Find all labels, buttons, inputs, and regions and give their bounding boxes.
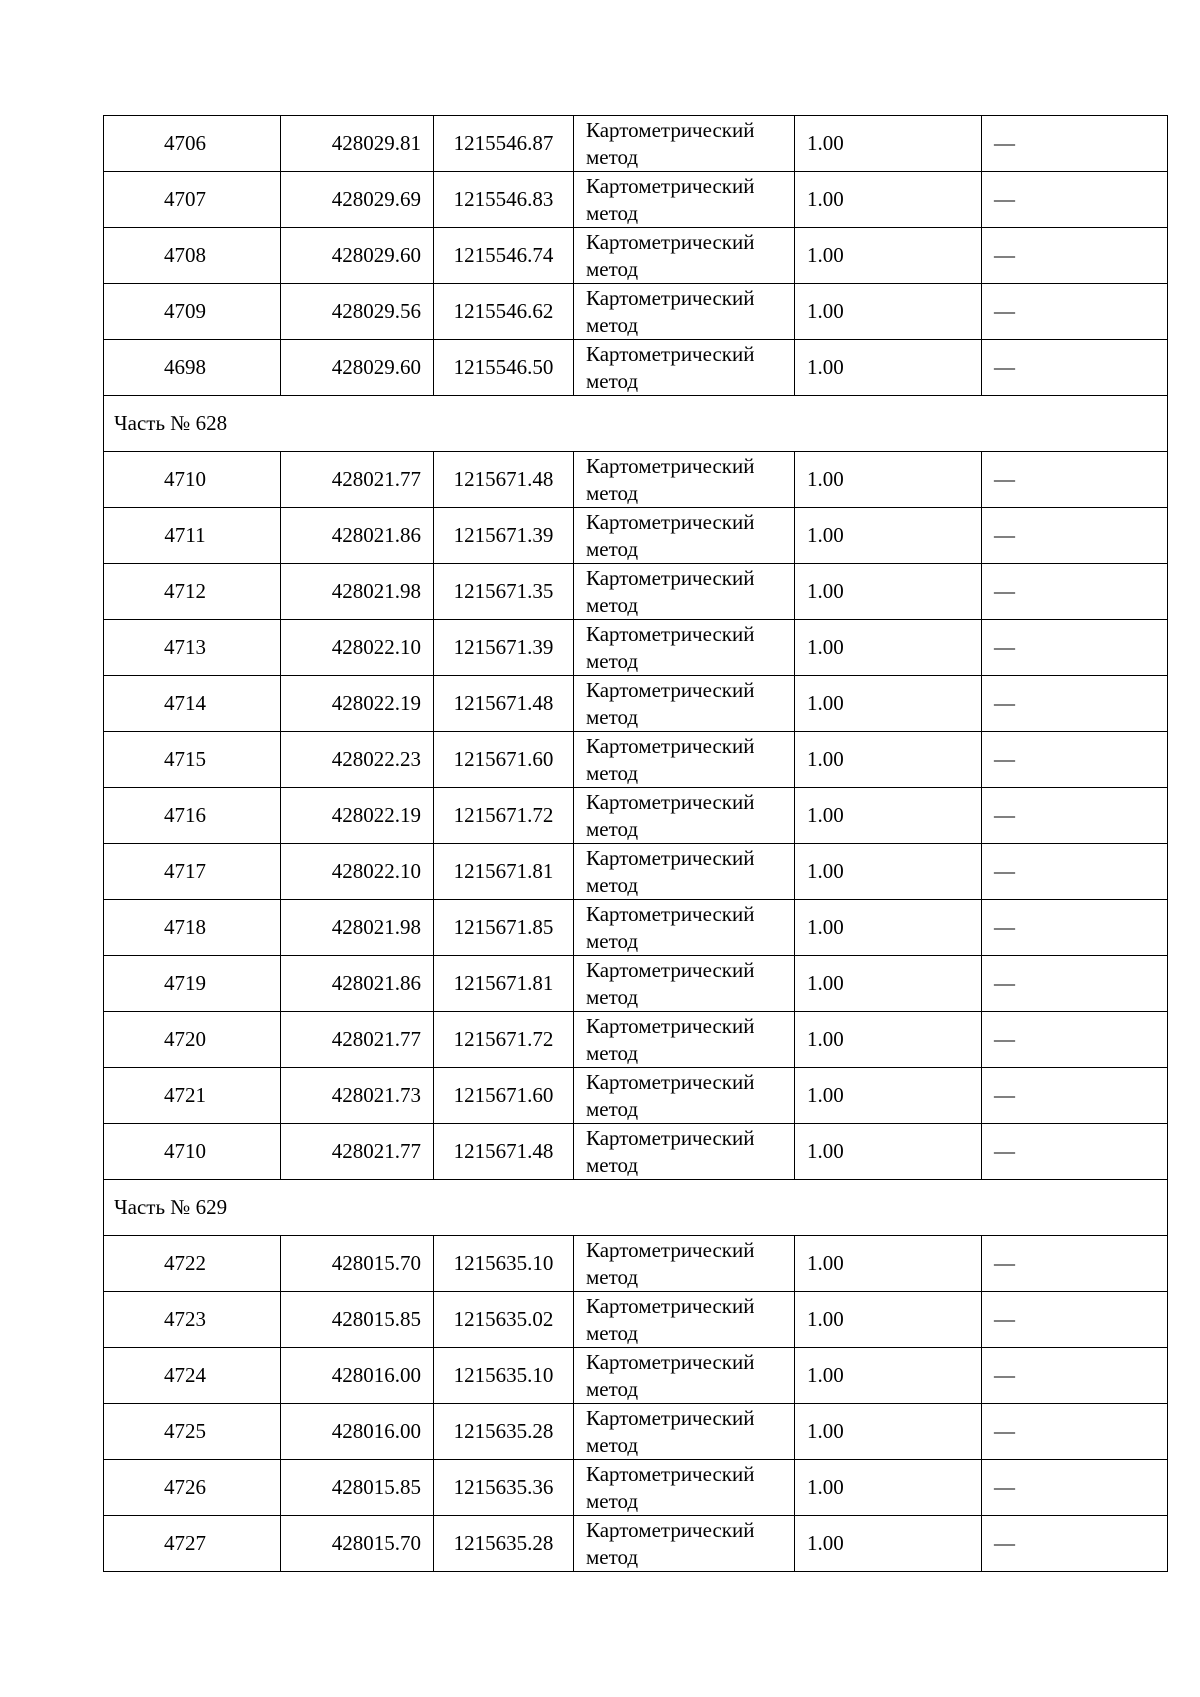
x-coordinate-cell: 428021.98 (281, 900, 434, 956)
note-cell: — (982, 1068, 1168, 1124)
x-coordinate-cell: 428021.86 (281, 956, 434, 1012)
point-number-cell: 4710 (104, 452, 281, 508)
y-coordinate-cell: 1215546.87 (434, 116, 574, 172)
y-coordinate-cell: 1215635.28 (434, 1516, 574, 1572)
y-coordinate-cell: 1215671.39 (434, 620, 574, 676)
table-row (104, 620, 1168, 676)
note-cell: — (982, 956, 1168, 1012)
point-number-cell: 4712 (104, 564, 281, 620)
table-row (104, 1068, 1168, 1124)
note-cell: — (982, 1236, 1168, 1292)
note-cell: — (982, 564, 1168, 620)
point-number-cell: 4725 (104, 1404, 281, 1460)
method-line-1: Картометрический (586, 1013, 755, 1038)
y-coordinate-cell: 1215671.81 (434, 844, 574, 900)
y-coordinate-cell: 1215671.60 (434, 1068, 574, 1124)
table-row (104, 956, 1168, 1012)
note-cell: — (982, 172, 1168, 228)
y-coordinate-cell: 1215671.35 (434, 564, 574, 620)
note-cell: — (982, 116, 1168, 172)
method-line-2: метод (586, 312, 639, 337)
x-coordinate-cell: 428016.00 (281, 1404, 434, 1460)
method-line-2: метод (586, 1432, 639, 1457)
x-coordinate-cell: 428029.60 (281, 228, 434, 284)
point-number-cell: 4722 (104, 1236, 281, 1292)
note-cell: — (982, 1292, 1168, 1348)
note-cell: — (982, 452, 1168, 508)
method-line-1: Картометрический (586, 733, 755, 758)
table-row (104, 172, 1168, 228)
x-coordinate-cell: 428015.85 (281, 1292, 434, 1348)
note-cell: — (982, 228, 1168, 284)
coordinates-table (103, 115, 1168, 1572)
method-cell (574, 452, 795, 508)
method-line-1: Картометрический (586, 565, 755, 590)
method-cell (574, 1348, 795, 1404)
method-cell (574, 1460, 795, 1516)
x-coordinate-cell: 428029.81 (281, 116, 434, 172)
method-line-2: метод (586, 704, 639, 729)
y-coordinate-cell: 1215671.72 (434, 1012, 574, 1068)
note-cell: — (982, 620, 1168, 676)
accuracy-cell: 1.00 (795, 620, 982, 676)
note-cell: — (982, 732, 1168, 788)
method-cell (574, 900, 795, 956)
table-row (104, 564, 1168, 620)
method-line-1: Картометрический (586, 117, 755, 142)
method-cell (574, 1516, 795, 1572)
point-number-cell: 4724 (104, 1348, 281, 1404)
x-coordinate-cell: 428029.60 (281, 340, 434, 396)
method-cell (574, 956, 795, 1012)
method-line-1: Картометрический (586, 1069, 755, 1094)
y-coordinate-cell: 1215546.83 (434, 172, 574, 228)
method-line-1: Картометрический (586, 901, 755, 926)
method-line-1: Картометрический (586, 845, 755, 870)
table-row (104, 1292, 1168, 1348)
method-line-2: метод (586, 1096, 639, 1121)
accuracy-cell: 1.00 (795, 564, 982, 620)
accuracy-cell: 1.00 (795, 116, 982, 172)
note-cell: — (982, 676, 1168, 732)
accuracy-cell: 1.00 (795, 1292, 982, 1348)
y-coordinate-cell: 1215671.60 (434, 732, 574, 788)
section-title: Часть № 628 (104, 396, 1168, 452)
method-cell (574, 172, 795, 228)
y-coordinate-cell: 1215671.48 (434, 1124, 574, 1180)
point-number-cell: 4706 (104, 116, 281, 172)
note-cell: — (982, 900, 1168, 956)
table-row (104, 340, 1168, 396)
table-row (104, 732, 1168, 788)
point-number-cell: 4726 (104, 1460, 281, 1516)
method-line-1: Картометрический (586, 509, 755, 534)
method-cell (574, 1404, 795, 1460)
point-number-cell: 4707 (104, 172, 281, 228)
method-line-1: Картометрический (586, 1125, 755, 1150)
method-cell (574, 676, 795, 732)
method-line-2: метод (586, 480, 639, 505)
method-cell (574, 620, 795, 676)
x-coordinate-cell: 428021.86 (281, 508, 434, 564)
y-coordinate-cell: 1215546.74 (434, 228, 574, 284)
method-cell (574, 732, 795, 788)
x-coordinate-cell: 428029.69 (281, 172, 434, 228)
method-line-2: метод (586, 1320, 639, 1345)
table-row (104, 676, 1168, 732)
method-line-1: Картометрический (586, 1517, 755, 1542)
method-line-2: метод (586, 928, 639, 953)
x-coordinate-cell: 428015.85 (281, 1460, 434, 1516)
y-coordinate-cell: 1215635.02 (434, 1292, 574, 1348)
point-number-cell: 4723 (104, 1292, 281, 1348)
y-coordinate-cell: 1215671.85 (434, 900, 574, 956)
method-line-2: метод (586, 1040, 639, 1065)
method-line-1: Картометрический (586, 677, 755, 702)
method-line-1: Картометрический (586, 1405, 755, 1430)
method-line-2: метод (586, 144, 639, 169)
note-cell: — (982, 844, 1168, 900)
method-line-1: Картометрический (586, 957, 755, 982)
table-row (104, 900, 1168, 956)
table-row (104, 116, 1168, 172)
point-number-cell: 4716 (104, 788, 281, 844)
table-row (104, 228, 1168, 284)
method-line-2: метод (586, 368, 639, 393)
x-coordinate-cell: 428021.77 (281, 1012, 434, 1068)
method-line-1: Картометрический (586, 1461, 755, 1486)
accuracy-cell: 1.00 (795, 452, 982, 508)
method-cell (574, 508, 795, 564)
point-number-cell: 4721 (104, 1068, 281, 1124)
method-line-1: Картометрический (586, 1293, 755, 1318)
accuracy-cell: 1.00 (795, 676, 982, 732)
note-cell: — (982, 1516, 1168, 1572)
point-number-cell: 4717 (104, 844, 281, 900)
method-line-1: Картометрический (586, 229, 755, 254)
accuracy-cell: 1.00 (795, 956, 982, 1012)
method-cell (574, 788, 795, 844)
y-coordinate-cell: 1215671.72 (434, 788, 574, 844)
y-coordinate-cell: 1215635.36 (434, 1460, 574, 1516)
table-row (104, 1124, 1168, 1180)
note-cell: — (982, 1404, 1168, 1460)
method-line-2: метод (586, 1264, 639, 1289)
x-coordinate-cell: 428022.23 (281, 732, 434, 788)
method-cell (574, 1012, 795, 1068)
note-cell: — (982, 1124, 1168, 1180)
table-row (104, 1236, 1168, 1292)
x-coordinate-cell: 428022.19 (281, 676, 434, 732)
x-coordinate-cell: 428015.70 (281, 1236, 434, 1292)
table-row (104, 1460, 1168, 1516)
method-line-1: Картометрический (586, 285, 755, 310)
table-row (104, 1348, 1168, 1404)
method-line-1: Картометрический (586, 621, 755, 646)
accuracy-cell: 1.00 (795, 340, 982, 396)
method-line-1: Картометрический (586, 1349, 755, 1374)
x-coordinate-cell: 428029.56 (281, 284, 434, 340)
method-line-1: Картометрический (586, 453, 755, 478)
method-line-2: метод (586, 760, 639, 785)
accuracy-cell: 1.00 (795, 1236, 982, 1292)
method-cell (574, 228, 795, 284)
method-line-2: метод (586, 872, 639, 897)
accuracy-cell: 1.00 (795, 1068, 982, 1124)
method-cell (574, 844, 795, 900)
accuracy-cell: 1.00 (795, 508, 982, 564)
method-line-2: метод (586, 256, 639, 281)
x-coordinate-cell: 428022.10 (281, 620, 434, 676)
note-cell: — (982, 788, 1168, 844)
point-number-cell: 4698 (104, 340, 281, 396)
y-coordinate-cell: 1215671.48 (434, 676, 574, 732)
accuracy-cell: 1.00 (795, 1348, 982, 1404)
x-coordinate-cell: 428016.00 (281, 1348, 434, 1404)
table-row (104, 508, 1168, 564)
accuracy-cell: 1.00 (795, 1124, 982, 1180)
point-number-cell: 4719 (104, 956, 281, 1012)
accuracy-cell: 1.00 (795, 172, 982, 228)
y-coordinate-cell: 1215671.81 (434, 956, 574, 1012)
accuracy-cell: 1.00 (795, 1012, 982, 1068)
method-line-1: Картометрический (586, 1237, 755, 1262)
point-number-cell: 4718 (104, 900, 281, 956)
method-line-2: метод (586, 1376, 639, 1401)
accuracy-cell: 1.00 (795, 900, 982, 956)
method-line-2: метод (586, 200, 639, 225)
y-coordinate-cell: 1215671.39 (434, 508, 574, 564)
point-number-cell: 4709 (104, 284, 281, 340)
x-coordinate-cell: 428021.98 (281, 564, 434, 620)
y-coordinate-cell: 1215635.10 (434, 1236, 574, 1292)
accuracy-cell: 1.00 (795, 284, 982, 340)
method-cell (574, 1236, 795, 1292)
table-row (104, 1404, 1168, 1460)
x-coordinate-cell: 428021.77 (281, 1124, 434, 1180)
method-cell (574, 1292, 795, 1348)
x-coordinate-cell: 428015.70 (281, 1516, 434, 1572)
point-number-cell: 4708 (104, 228, 281, 284)
x-coordinate-cell: 428022.10 (281, 844, 434, 900)
method-cell (574, 116, 795, 172)
y-coordinate-cell: 1215635.28 (434, 1404, 574, 1460)
method-line-2: метод (586, 648, 639, 673)
table-row (104, 1012, 1168, 1068)
method-line-1: Картометрический (586, 789, 755, 814)
y-coordinate-cell: 1215671.48 (434, 452, 574, 508)
x-coordinate-cell: 428021.73 (281, 1068, 434, 1124)
method-line-2: метод (586, 1544, 639, 1569)
method-line-2: метод (586, 592, 639, 617)
method-line-2: метод (586, 984, 639, 1009)
method-line-2: метод (586, 1488, 639, 1513)
note-cell: — (982, 508, 1168, 564)
accuracy-cell: 1.00 (795, 1404, 982, 1460)
y-coordinate-cell: 1215546.50 (434, 340, 574, 396)
table-row (104, 788, 1168, 844)
point-number-cell: 4727 (104, 1516, 281, 1572)
method-line-2: метод (586, 536, 639, 561)
note-cell: — (982, 1348, 1168, 1404)
note-cell: — (982, 284, 1168, 340)
method-cell (574, 284, 795, 340)
point-number-cell: 4713 (104, 620, 281, 676)
y-coordinate-cell: 1215635.10 (434, 1348, 574, 1404)
point-number-cell: 4720 (104, 1012, 281, 1068)
x-coordinate-cell: 428021.77 (281, 452, 434, 508)
section-header-row (104, 1180, 1168, 1236)
point-number-cell: 4715 (104, 732, 281, 788)
method-line-1: Картометрический (586, 173, 755, 198)
point-number-cell: 4711 (104, 508, 281, 564)
note-cell: — (982, 1460, 1168, 1516)
method-cell (574, 1124, 795, 1180)
method-line-2: метод (586, 816, 639, 841)
coordinates-table-body (104, 116, 1168, 1572)
method-cell (574, 1068, 795, 1124)
method-cell (574, 564, 795, 620)
point-number-cell: 4710 (104, 1124, 281, 1180)
method-line-2: метод (586, 1152, 639, 1177)
table-row (104, 452, 1168, 508)
table-row (104, 284, 1168, 340)
accuracy-cell: 1.00 (795, 844, 982, 900)
accuracy-cell: 1.00 (795, 732, 982, 788)
section-header-row (104, 396, 1168, 452)
table-row (104, 844, 1168, 900)
note-cell: — (982, 340, 1168, 396)
table-row (104, 1516, 1168, 1572)
y-coordinate-cell: 1215546.62 (434, 284, 574, 340)
accuracy-cell: 1.00 (795, 1460, 982, 1516)
method-cell (574, 340, 795, 396)
method-line-1: Картометрический (586, 341, 755, 366)
point-number-cell: 4714 (104, 676, 281, 732)
accuracy-cell: 1.00 (795, 1516, 982, 1572)
note-cell: — (982, 1012, 1168, 1068)
x-coordinate-cell: 428022.19 (281, 788, 434, 844)
accuracy-cell: 1.00 (795, 228, 982, 284)
accuracy-cell: 1.00 (795, 788, 982, 844)
section-title: Часть № 629 (104, 1180, 1168, 1236)
